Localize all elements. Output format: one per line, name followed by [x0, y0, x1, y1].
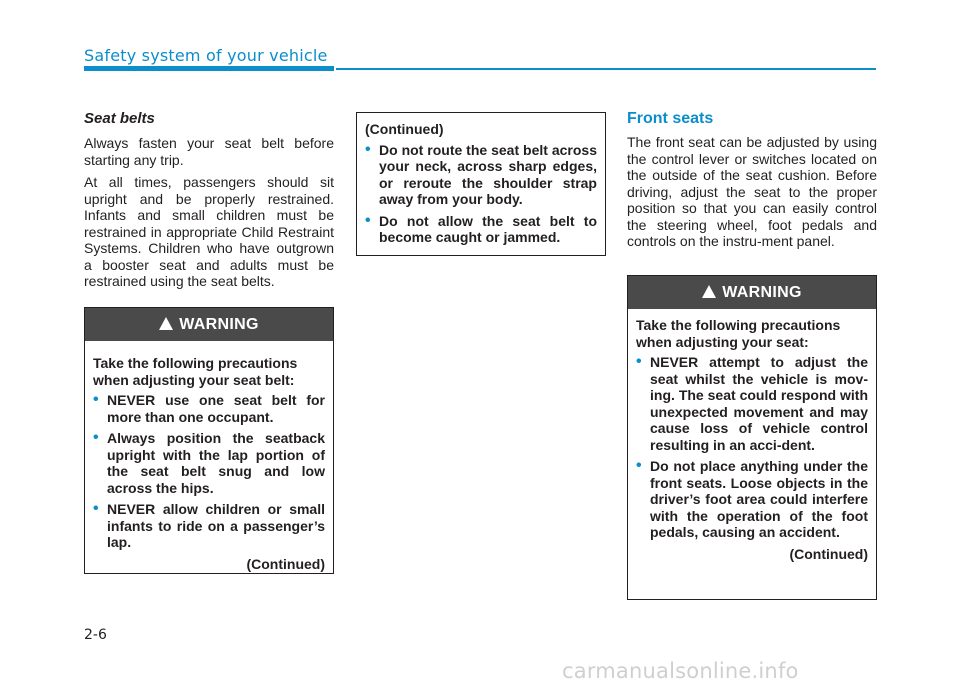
warning-item: • Always position the seatback upright with the lap portion of the seat belt snug and low across the hips.	[93, 430, 325, 496]
front-seats-section	[627, 110, 877, 256]
seat-belt-warning-continued-box	[356, 112, 606, 256]
warning-header	[85, 308, 333, 341]
warning-intro: Take the following precautions when adjusting your seat belt:	[93, 355, 298, 388]
warning-triangle-icon	[702, 285, 716, 298]
warning-body	[628, 309, 876, 574]
warning-item: • Do not route the seat belt across your neck, across sharp edges, or reroute the shoulder strap away from your body.	[365, 142, 597, 208]
seat-belts-section	[84, 110, 334, 296]
warning-item: • Do not allow the seat belt to become caught or jammed.	[365, 213, 597, 246]
warning-body	[357, 113, 605, 259]
page-number: 2-6	[84, 627, 107, 643]
warning-label: WARNING	[722, 284, 802, 301]
warning-triangle-icon	[159, 317, 173, 330]
continued-label: (Continued)	[365, 121, 444, 137]
front-seat-warning-box	[627, 275, 877, 600]
front-seats-heading: Front seats	[627, 110, 714, 127]
continued-label: (Continued)	[246, 555, 325, 572]
seat-belts-paragraph-2: At all times, passengers should sit upright and be properly restrained. Infants and small children must be restrained in appropriate Child Restraint Systems. Children who have outgrown a booster seat and adults must be restrained using the seat belts.	[84, 174, 334, 289]
warning-item: • Do not place anything under the front seats. Loose objects in the driver’s foot area could interfere with the operation of the foot pedals, causing an accident.	[636, 458, 868, 541]
seat-belt-warning-box	[84, 307, 334, 574]
watermark: carmanualsonline.info	[562, 659, 799, 683]
header-rule-thick	[84, 66, 334, 71]
warning-item: • NEVER attempt to adjust the seat whilst the vehicle is mov-ing. The seat could respond with unexpected movement and may cause loss of vehicle control resulting in an acci-dent.	[636, 354, 868, 453]
warning-item: • NEVER allow children or small infants to ride on a passenger’s lap.	[93, 501, 325, 551]
seat-belts-heading: Seat belts	[84, 110, 155, 127]
continued-label: (Continued)	[789, 545, 868, 562]
warning-body	[85, 341, 333, 584]
warning-item: • NEVER use one seat belt for more than one occupant.	[93, 392, 325, 425]
seat-belts-paragraph-1: Always fasten your seat belt before starting any trip.	[84, 135, 334, 168]
header-rule-thin	[336, 68, 876, 70]
warning-intro: Take the following precautions when adjusting your seat:	[636, 317, 841, 350]
section-title: Safety system of your vehicle	[84, 46, 328, 65]
warning-header	[628, 276, 876, 309]
front-seats-paragraph: The front seat can be adjusted by using the control lever or switches located on the outside of the seat cushion. Before driving, adjust the seat to the proper position so that you can easily control the steering wheel, foot pedals and controls on the instru-ment panel.	[627, 134, 877, 249]
warning-label: WARNING	[179, 316, 259, 333]
